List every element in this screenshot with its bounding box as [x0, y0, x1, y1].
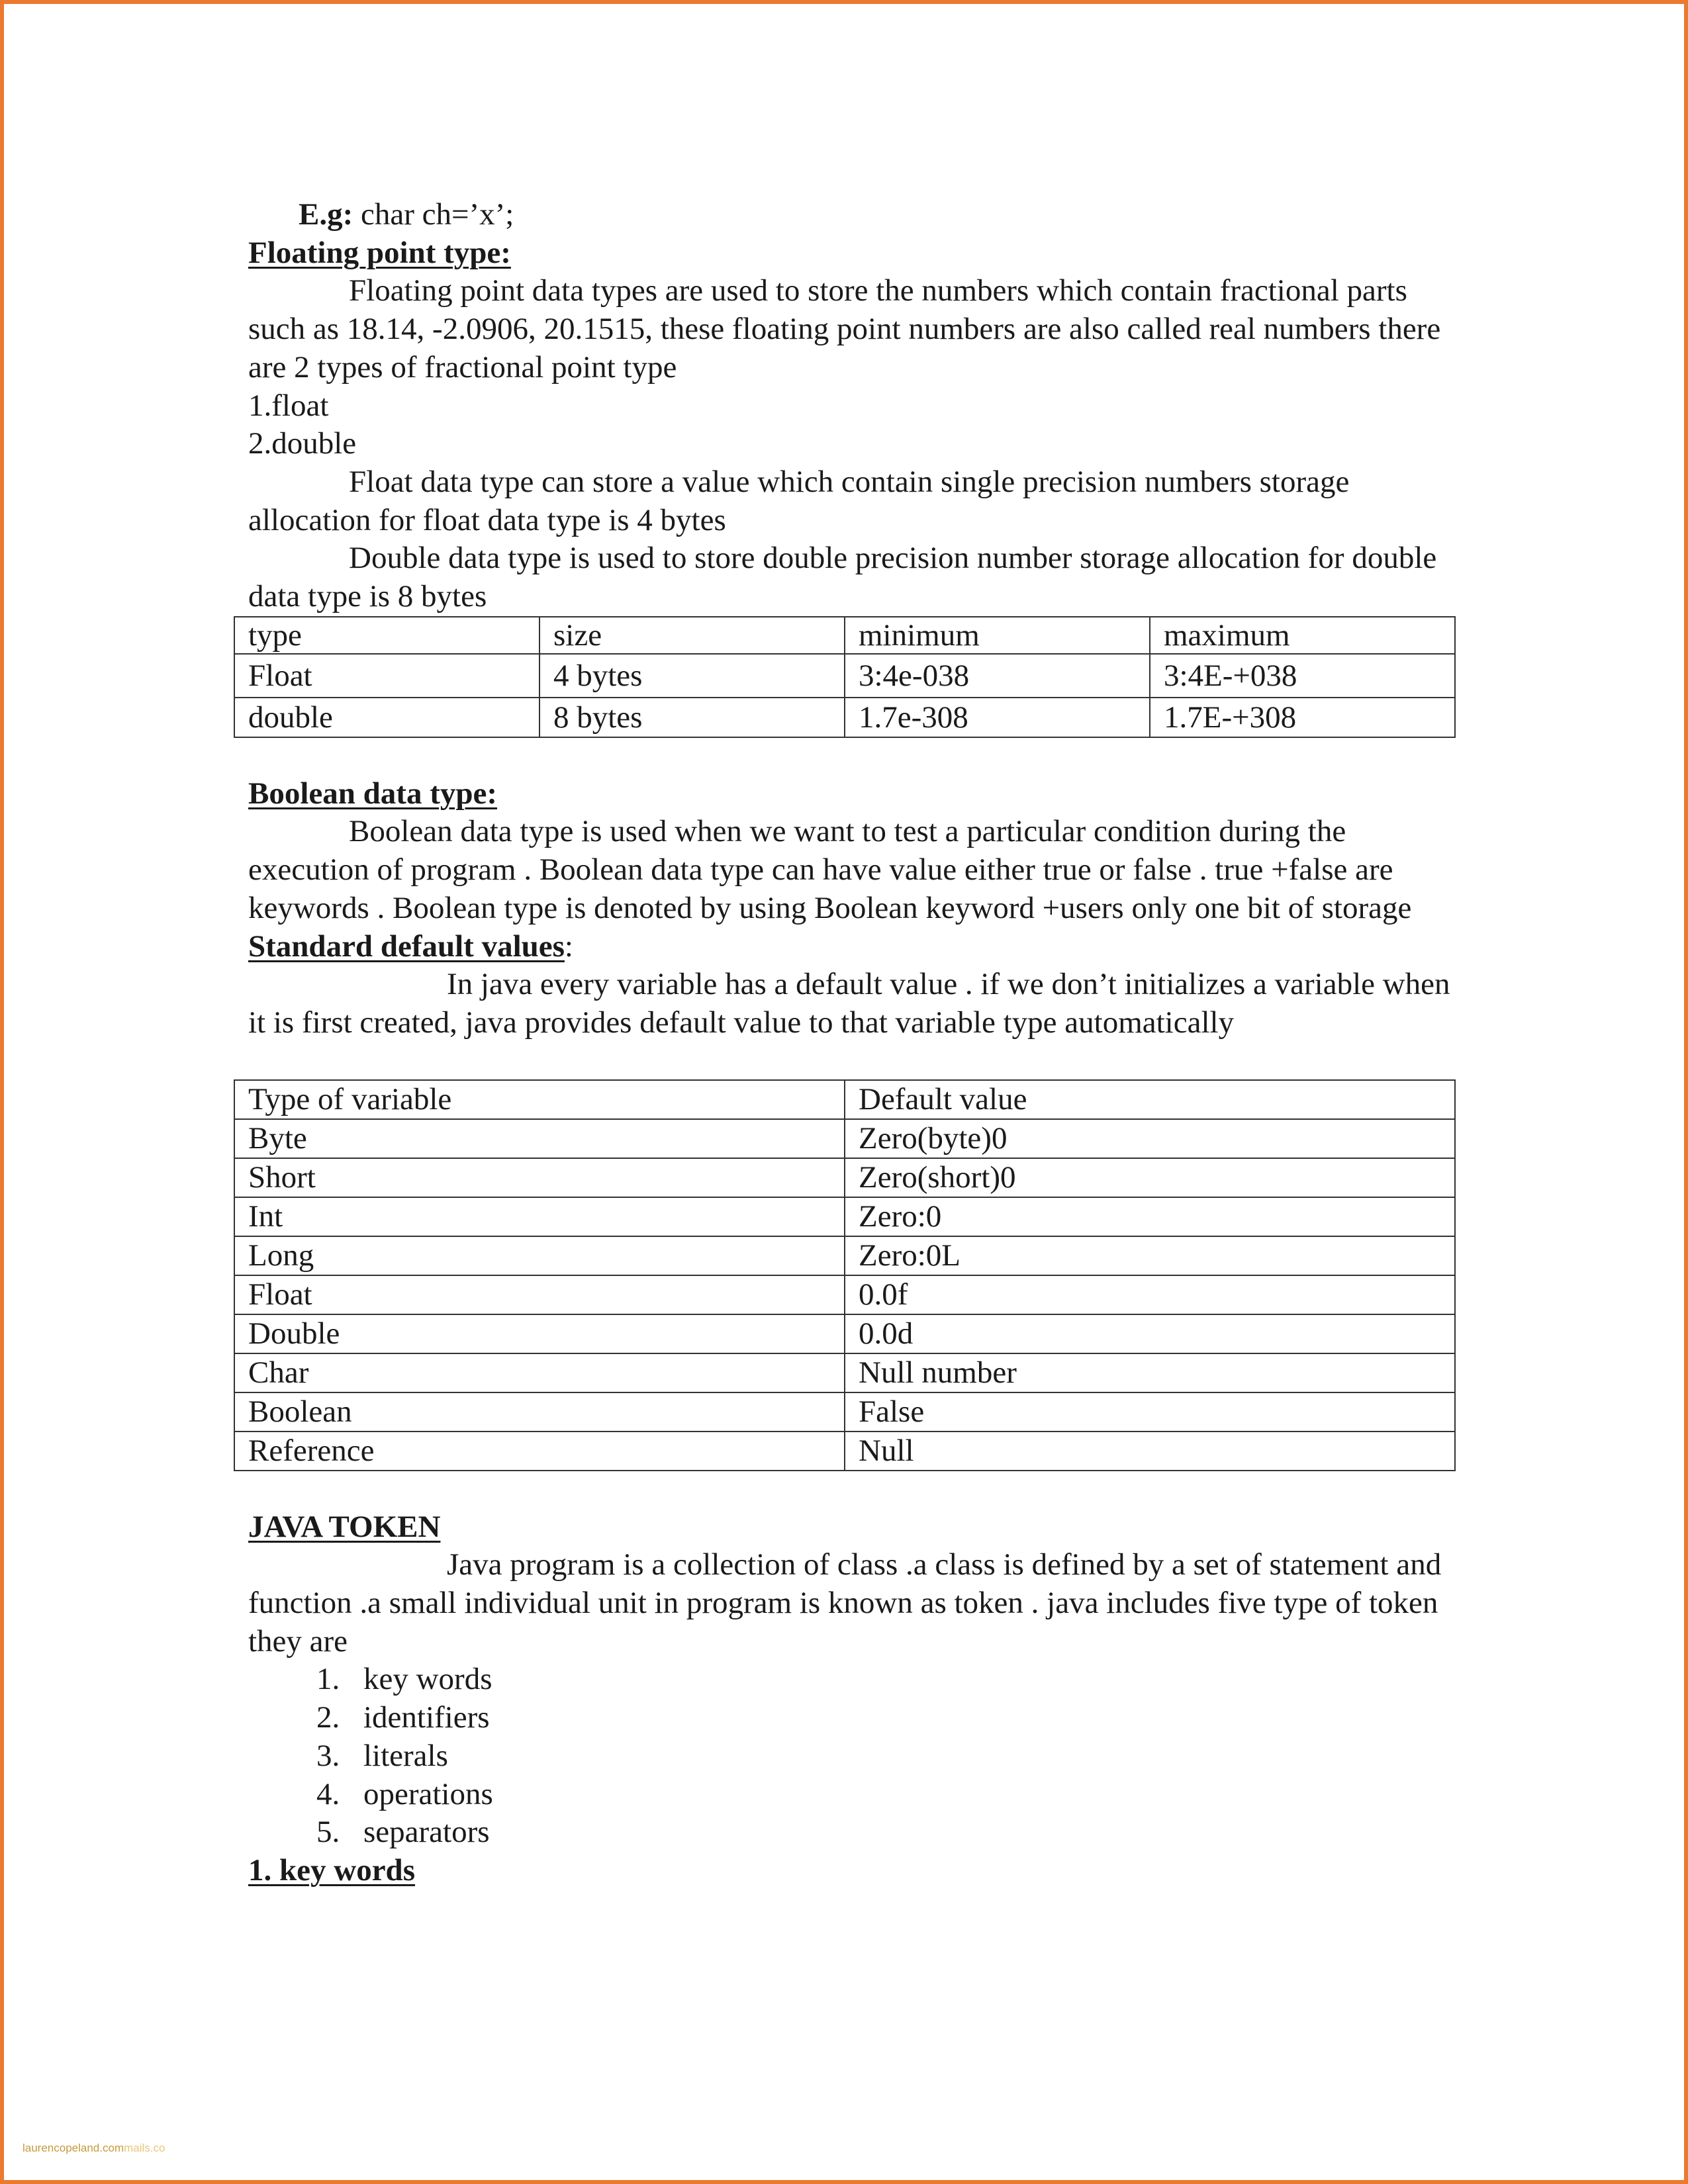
- table-header-row: [234, 1080, 1455, 1119]
- table-cell: 0.0d: [845, 1314, 1455, 1353]
- header-cell: maximum: [1150, 617, 1455, 654]
- table-cell: Null number: [845, 1353, 1455, 1392]
- boolean-paragraph: Boolean data type is used when we want to test a particular condition during the execution of program . Boolean data type can have value either true or false . true +false are keywords . Boolean type is denoted by using Boolean keyword +users only one bit of storage: [248, 814, 1412, 925]
- table-cell: 1.7E-+308: [1150, 698, 1455, 737]
- table-row: [234, 654, 1455, 698]
- token-paragraph: Java program is a collection of class .a class is defined by a set of statement and function .a small individual unit in program is known as token . java includes five type of token they are: [248, 1547, 1442, 1659]
- table-cell: 3:4e-038: [845, 654, 1150, 698]
- list-item: 1. key words: [348, 1661, 1453, 1699]
- defaults-heading: Standard default values: [248, 929, 565, 964]
- floating-paragraph: Floating point data types are used to store the numbers which contain fractional parts such as 18.14, -2.0906, 20.1515, these floating point numbers are also called real numbers there are 2 types of fractional point type: [248, 273, 1441, 385]
- table-cell: Zero(byte)0: [845, 1119, 1455, 1158]
- table-header-row: [234, 617, 1455, 654]
- table-cell: 0.0f: [845, 1275, 1455, 1314]
- defaults-colon: :: [564, 929, 573, 964]
- table-cell: 8 bytes: [539, 698, 845, 737]
- list-item: 5. separators: [348, 1813, 1453, 1852]
- table-row: [234, 1119, 1455, 1158]
- table-cell: Null: [845, 1432, 1455, 1471]
- table-cell: Float: [234, 654, 539, 698]
- defaults-heading-line: [248, 928, 1453, 966]
- table-cell: Boolean: [234, 1392, 845, 1432]
- header-cell: Default value: [845, 1080, 1455, 1119]
- table-cell: Zero(short)0: [845, 1158, 1455, 1197]
- example-line: [248, 196, 1453, 234]
- table-cell: Short: [234, 1158, 845, 1197]
- example-label: E.g:: [299, 197, 353, 232]
- list-item: 2. identifiers: [348, 1699, 1453, 1737]
- list-item: 4. operations: [348, 1776, 1453, 1814]
- table-cell: False: [845, 1392, 1455, 1432]
- table-cell: Zero:0: [845, 1197, 1455, 1236]
- floating-item-1: 1.float: [248, 388, 329, 423]
- floating-heading: Floating point type:: [248, 235, 511, 270]
- table-cell: Reference: [234, 1432, 845, 1471]
- double-paragraph: Double data type is used to store double precision number storage allocation for double data type is 8 bytes: [248, 541, 1437, 614]
- table-row: [234, 1275, 1455, 1314]
- table-row: [234, 698, 1455, 737]
- float-paragraph: Float data type can store a value which contain single precision numbers storage allocation for float data type is 4 bytes: [248, 464, 1350, 537]
- header-cell: minimum: [845, 617, 1150, 654]
- table-cell: Char: [234, 1353, 845, 1392]
- watermark: [23, 2142, 165, 2155]
- table-cell: Zero:0L: [845, 1236, 1455, 1275]
- floating-item-2: 2.double: [248, 426, 357, 461]
- range-table: [234, 616, 1456, 738]
- table-cell: Long: [234, 1236, 845, 1275]
- table-row: [234, 1158, 1455, 1197]
- token-heading: JAVA TOKEN: [248, 1509, 441, 1544]
- header-cell: type: [234, 617, 539, 654]
- defaults-paragraph: In java every variable has a default value . if we don’t initializes a variable when it is first created, java provides default value to that variable type automatically: [248, 967, 1450, 1040]
- boolean-heading: Boolean data type:: [248, 776, 497, 811]
- header-cell: Type of variable: [234, 1080, 845, 1119]
- table-cell: double: [234, 698, 539, 737]
- table-cell: Int: [234, 1197, 845, 1236]
- example-code: char ch=’x’;: [353, 197, 514, 232]
- table-row: [234, 1236, 1455, 1275]
- list-item: 3. literals: [348, 1737, 1453, 1776]
- table-cell: 3:4E-+038: [1150, 654, 1455, 698]
- table-cell: Float: [234, 1275, 845, 1314]
- table-cell: Double: [234, 1314, 845, 1353]
- table-cell: 4 bytes: [539, 654, 845, 698]
- table-row: [234, 1314, 1455, 1353]
- table-row: [234, 1353, 1455, 1392]
- table-cell: Byte: [234, 1119, 845, 1158]
- table-row: [234, 1392, 1455, 1432]
- table-row: [234, 1432, 1455, 1471]
- document-body: [248, 196, 1453, 1890]
- table-cell: 1.7e-308: [845, 698, 1150, 737]
- keywords-subheading: 1. key words: [248, 1852, 415, 1888]
- header-cell: size: [539, 617, 845, 654]
- default-values-table: [234, 1079, 1456, 1471]
- watermark-text: laurencopeland.com: [23, 2142, 124, 2154]
- token-list: [248, 1661, 1453, 1852]
- watermark-faded-text: mails.co: [124, 2142, 165, 2154]
- table-row: [234, 1197, 1455, 1236]
